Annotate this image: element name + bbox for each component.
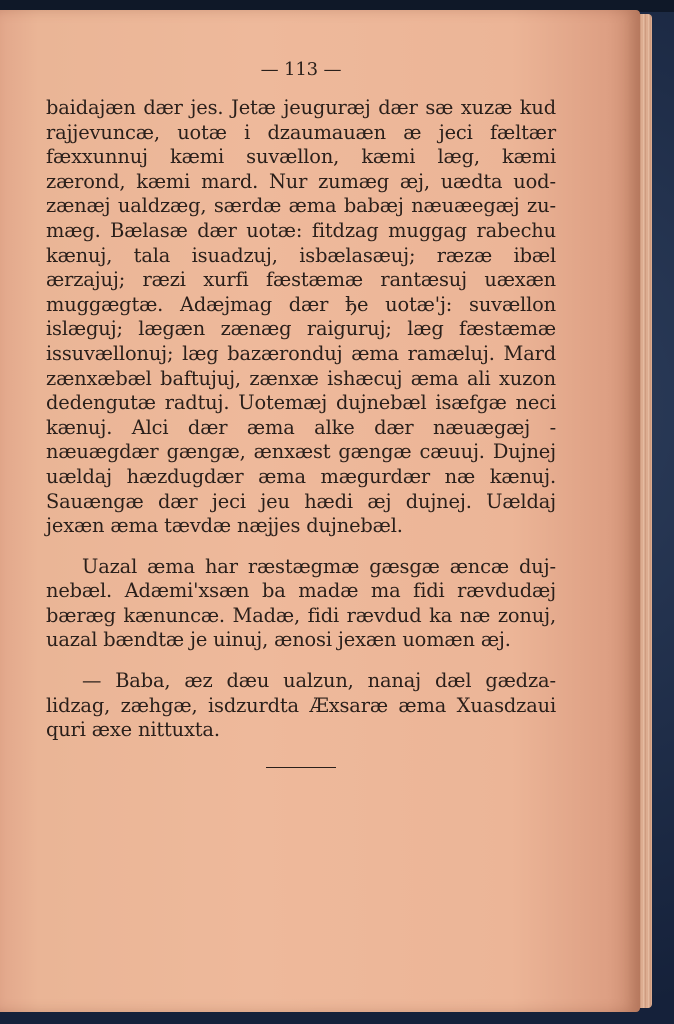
- closing-rule: [266, 767, 336, 768]
- paragraph-3: — Baba, æz dæu ualzun, nanaj dæl gædzalidzag, zæhgæ, isdzurdta Æxsaræ æma Xuasdzaui quri æxe nittuxta.: [46, 669, 556, 742]
- page-number: — 113 —: [260, 59, 342, 80]
- page-text: [46, 58, 556, 768]
- paragraph-1: baidajæn dær jes. Jetæ jeuguræj dær sæ xuzæ kud rajjevuncæ, uotæ i dzaumauæn æ jeci fæltær fæxxunnuj kæmi suvællon, kæmi læg, kæmi zærond, kæmi mard. Nur zumæg æj, uædta uodzænæj ualdzæg, særdæ æma babæj næuæegæj zumæg. Bælasæ dær uotæ: fitdzag muggag rabechu kænuj, tala isuadzuj, isbælasæuj; ræzæ ibæl ærzajuj; ræzi xurfi fæstæmæ rantæsuj uæxæn muggægtæ. Adæjmag dær ђe uotæ'j: suvællon islæguj; lægæn zænæg raiguruj; læg fæstæmæ issuvællonuj; læg bazæronduj æma ramæluj. Mard zænxæbæl baftujuj, zænxæ ishæcuj æma ali xuzon dedengutæ radtuj. Uotemæj dujnebæl isæfgæ neci kænuj. Alci dær æma alke dær næuægæj - næuægdær gængæ, ænxæst gængæ cæuuj. Dujnej uældaj hæzdugdær æma mægurdær næ kænuj. Sauængæ dær jeci jeu hædi æj dujnej. Uældaj jexæn æma tævdæ næjjes dujnebæl.: [46, 96, 556, 538]
- paragraph-2: Uazal æma har ræstægmæ gæsgæ æncæ dujnebæl. Adæmi'xsæn ba madæ ma fidi rævdudæj bæræg kænuncæ. Madæ, fidi rævdud ka næ zonuj, uazal bændtæ je uinuj, ænosi jexæn uomæn æj.: [46, 554, 556, 652]
